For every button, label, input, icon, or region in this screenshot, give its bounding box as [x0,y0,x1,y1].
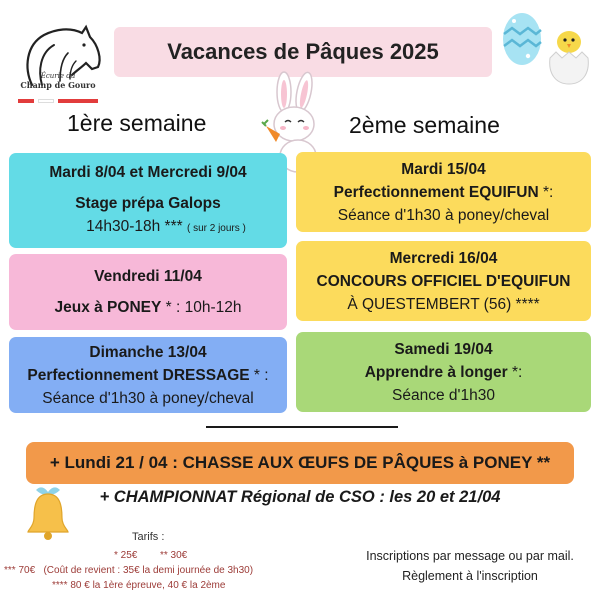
card-date: Vendredi 11/04 [94,268,202,285]
card-activity-name: Perfectionnement EQUIFUN [333,183,539,201]
card-schedule [9,215,287,240]
card-week1-dressage [9,337,287,413]
card-activity [9,296,287,319]
tarifs-label: Tarifs : [132,531,165,543]
logo-flag-bar [18,99,98,103]
card-date: Mardi 15/04 [401,160,486,178]
logo-line1: Écurie du [40,72,76,80]
inscriptions-line2: Règlement à l'inscription [402,569,538,583]
tarif-triple-star: *** 70€ (Coût de revient : 35€ la demi journée de 3h30) [4,565,254,576]
easter-bell-icon [22,482,74,544]
card-activity-detail: *: [538,183,554,201]
easter-egg-icon [500,8,544,68]
card-activity-detail: *: [507,363,523,381]
card-week2-equifun [296,152,591,232]
card-activity [9,364,287,387]
logo-caption [12,72,104,90]
tarif-quadruple-star: **** 80 € la 1ère épreuve, 40 € la 2ème [52,580,226,591]
card-activity [296,361,591,384]
page-title: Vacances de Pâques 2025 [114,27,492,77]
card-date: Samedi 19/04 [394,340,493,358]
card-week2-concours [296,241,591,321]
card-location: À QUESTEMBERT (56) **** [347,295,540,313]
card-date: Mercredi 16/04 [389,249,498,267]
tarif-single-star: * 25€ [114,550,138,561]
card-week1-stage-galops [9,153,287,248]
card-activity-name: Perfectionnement DRESSAGE [27,366,250,384]
inscriptions-info [340,546,600,586]
card-session: Séance d'1h30 à poney/cheval [42,389,254,407]
card-activity [296,181,591,204]
card-session: Séance d'1h30 [392,386,495,404]
card-session: Séance d'1h30 à poney/cheval [337,206,550,224]
card-week1-jeux-poney [9,254,287,330]
card-activity: CONCOURS OFFICIEL D'EQUIFUN [316,272,571,290]
section-divider [206,426,398,428]
card-time-note: ( sur 2 jours ) [186,223,246,234]
card-activity-detail: * : 10h-12h [161,299,242,316]
inscriptions-line1: Inscriptions par message ou par mail. [366,549,574,563]
card-time: 14h30-18h *** [86,218,183,235]
week1-heading: 1ère semaine [67,110,207,136]
logo-line2: Champ de Gouro [20,80,96,90]
card-activity-name: Jeux à PONEY [54,299,162,316]
card-activity-name: Apprendre à longer [364,363,508,381]
card-activity: Stage prépa Galops [75,195,221,212]
easter-hunt-banner: + Lundi 21 / 04 : CHASSE AUX ŒUFS DE PÂQUES à PONEY ** [26,442,574,484]
tarif-double-star: ** 30€ [160,550,188,561]
horse-logo-icon [12,8,104,108]
cso-championship: + CHAMPIONNAT Régional de CSO : les 20 et 21/04 [99,488,501,506]
card-week2-longer [296,332,591,412]
card-date: Mardi 8/04 et Mercredi 9/04 [49,164,247,181]
card-activity-detail: * : [249,366,269,384]
card-date: Dimanche 13/04 [89,343,207,361]
chick-in-egg-icon [544,18,594,86]
week2-heading: 2ème semaine [349,112,500,138]
